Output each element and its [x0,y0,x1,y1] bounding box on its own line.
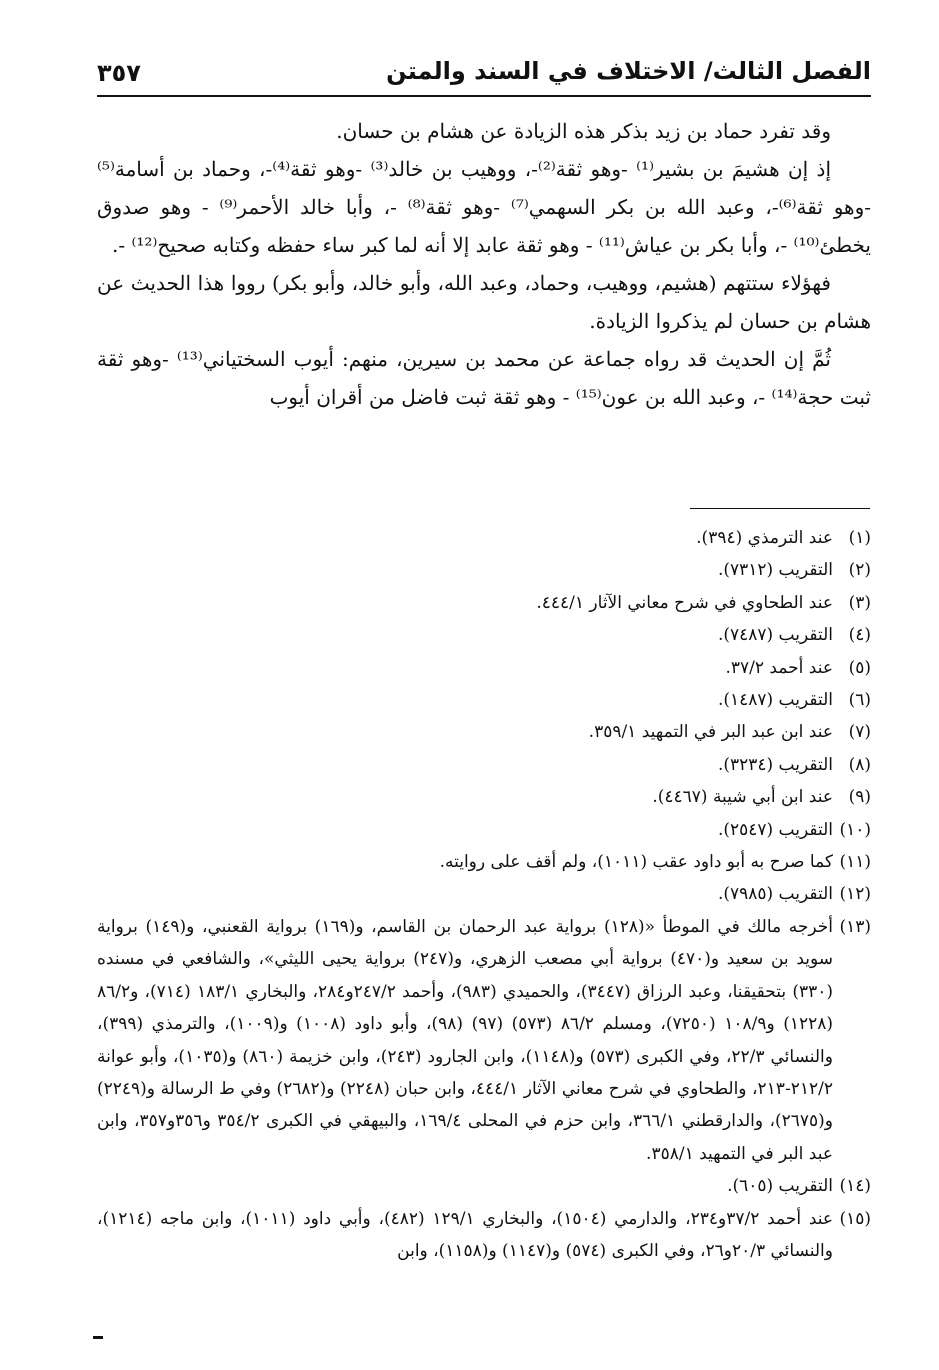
footnote-text: عند الطحاوي في شرح معاني الآثار ٤٤٤/١. [536,592,833,613]
footnote-text: التقريب (١٤٨٧). [717,690,833,711]
paragraph: ثُمَّ إن الحديث قد رواه جماعة عن محمد بن سيرين، منهم: أيوب السختياني⁽¹³⁾ -وهو ثقة ثبت حجة⁽¹⁴⁾ -، وعبد الله بن عون⁽¹⁵⁾ - وهو ثقة ثبت فاضل من أقران أيوب [97,347,871,409]
footnote-number: (١٢) [839,884,871,905]
paragraph: إذ إن هشيمَ بن بشير⁽¹⁾ -وهو ثقة⁽²⁾-، ووهيب بن خالد⁽³⁾ -وهو ثقة⁽⁴⁾-، وحماد بن أسامة⁽⁵⁾ -وهو ثقة⁽⁶⁾-، وعبد الله بن بكر السهمي⁽⁷⁾ -وهو ثقة⁽⁸⁾ -، وأبا خالد الأحمر⁽⁹⁾ - وهو صدوق يخطئ⁽¹⁰⁾ -، وأبا بكر بن عياش⁽¹¹⁾ - وهو ثقة عابد إلا أنه لما كبر ساء حفظه وكتابه صحيح⁽¹²⁾ -. [97,157,872,257]
footnote [97,781,871,813]
footnote-number: (٩) [848,787,871,808]
page-number: ٣٥٧ [97,59,141,87]
footnote [97,1170,871,1202]
footnote-text: التقريب (٧٩٨٥). [717,884,833,905]
footnote-number: (٧) [848,722,871,743]
footnote-text: التقريب (٦٠٥). [727,1176,833,1197]
footnote-number: (٥) [848,657,871,678]
footnote-number: (١) [848,528,871,548]
footnote-number: (٤) [848,625,871,646]
footnote-number: (٢) [848,560,871,581]
paragraph: وقد تفرد حماد بن زيد بذكر هذه الزيادة عن هشام بن حسان. [336,119,831,143]
footnote-text: عند الترمذي (٣٩٤). [696,528,833,548]
footnote-number: (٣) [848,592,871,613]
footnote [97,554,871,586]
footnote-text: عند أحمد ٣٧/٢و٢٣٤، والدارمي (١٥٠٤)، والبخاري ١٢٩/١ (٤٨٢)، وأبي داود (١٠١١)، وابن ماجه (١٢١٤)، والنسائي ٢٠/٣و٢٦، وفي الكبرى (٥٧٤) و(١١٤٧) و(١١٥٨)، وابن [97,1208,834,1261]
footnote [97,749,871,781]
footnote [97,1203,871,1268]
footnote [97,911,871,1170]
footnote-text: أخرجه مالك في الموطأ «(١٢٨) برواية عبد الرحمان بن القاسم، و(١٦٩) برواية القعنبي، و(١٤٩) برواية سويد بن سعيد و(٤٧٠) برواية أبي مصعب الزهري، و(٢٤٧) برواية يحيى الليثي»، والشافعي في مسنده (٣٣٠) بتحقيقنا، وعبد الرزاق (٣٤٤٧)، والحميدي (٩٨٣)، وأحمد ٢٤٧/٢و٢٨٤، والبخاري ١٨٣/١ (٧١٤)، و٨٦/٢ (١٢٢٨) و١٠٨/٩ (٧٢٥٠)، ومسلم ٨٦/٢ (٥٧٣) (٩٧) (٩٨)، وأبو داود (١٠٠٨) و(١٠٠٩)، والترمذي (٣٩٩)، والنسائي ٢٢/٣، وفي الكبرى (٥٧٣) و(١١٤٨)، وابن الجارود (٢٤٣)، وابن خزيمة (٨٦٠) و(١٠٣٥)، وأبو عوانة ٢١٢/٢-٢١٣، والطحاوي في شرح معاني الآثار ٤٤٤/١، وابن حبان (٢٢٤٨) و(٢٦٨٢) وفي ط الرسالة و(٢٢٤٩) و(٢٦٧٥)، والدارقطني ٣٦٦/١، وابن حزم في المحلى ١٦٩/٤، والبيهقي في الكبرى ٣٥٤/٢ و٣٥٦و٣٥٧، وابن عبد البر في التمهيد ٣٥٨/١. [97,916,834,1164]
footnote [97,814,871,846]
footnote [97,522,871,554]
footnote-text: عند ابن أبي شيبة (٤٤٦٧). [652,787,833,808]
footnote-text: التقريب (٢٥٤٧). [717,819,833,840]
footnote-text: التقريب (٧٤٨٧). [717,625,833,646]
footnote-number: (١٤) [839,1176,871,1197]
footnotes [97,522,871,1267]
footnote-number: (١١) [839,852,871,873]
continuation-mark [93,1336,103,1339]
footnote-text: التقريب (٣٢٣٤). [717,754,833,775]
footnote-text: كما صرح به أبو داود عقب (١٠١١)، ولم أقف على روايته. [439,852,833,873]
footnote-number: (١٣) [839,916,871,937]
footnote [97,846,871,878]
footnote [97,878,871,910]
main-text [97,112,871,416]
footnote-separator [690,508,870,509]
chapter-title: الفصل الثالث/ الاختلاف في السند والمتن [386,57,871,85]
footnote [97,587,871,619]
footnote-text: التقريب (٧٣١٢). [717,560,833,581]
footnote-text: عند أحمد ٣٧/٢. [725,657,833,678]
footnote [97,716,871,748]
footnote [97,652,871,684]
footnote-number: (١٥) [839,1208,872,1229]
footnote-text: عند ابن عبد البر في التمهيد ٣٥٩/١. [588,722,833,743]
footnote-number: (٦) [848,690,871,711]
footnote [97,619,871,651]
paragraph: فهؤلاء ستتهم (هشيم، ووهيب، وحماد، وعبد الله، وأبو خالد، وأبو بكر) رووا هذا الحديث عن هشام بن حسان لم يذكروا الزيادة. [97,271,871,333]
running-header [97,55,871,97]
footnote [97,684,871,716]
footnote-number: (٨) [848,754,871,775]
footnote-number: (١٠) [839,819,871,840]
